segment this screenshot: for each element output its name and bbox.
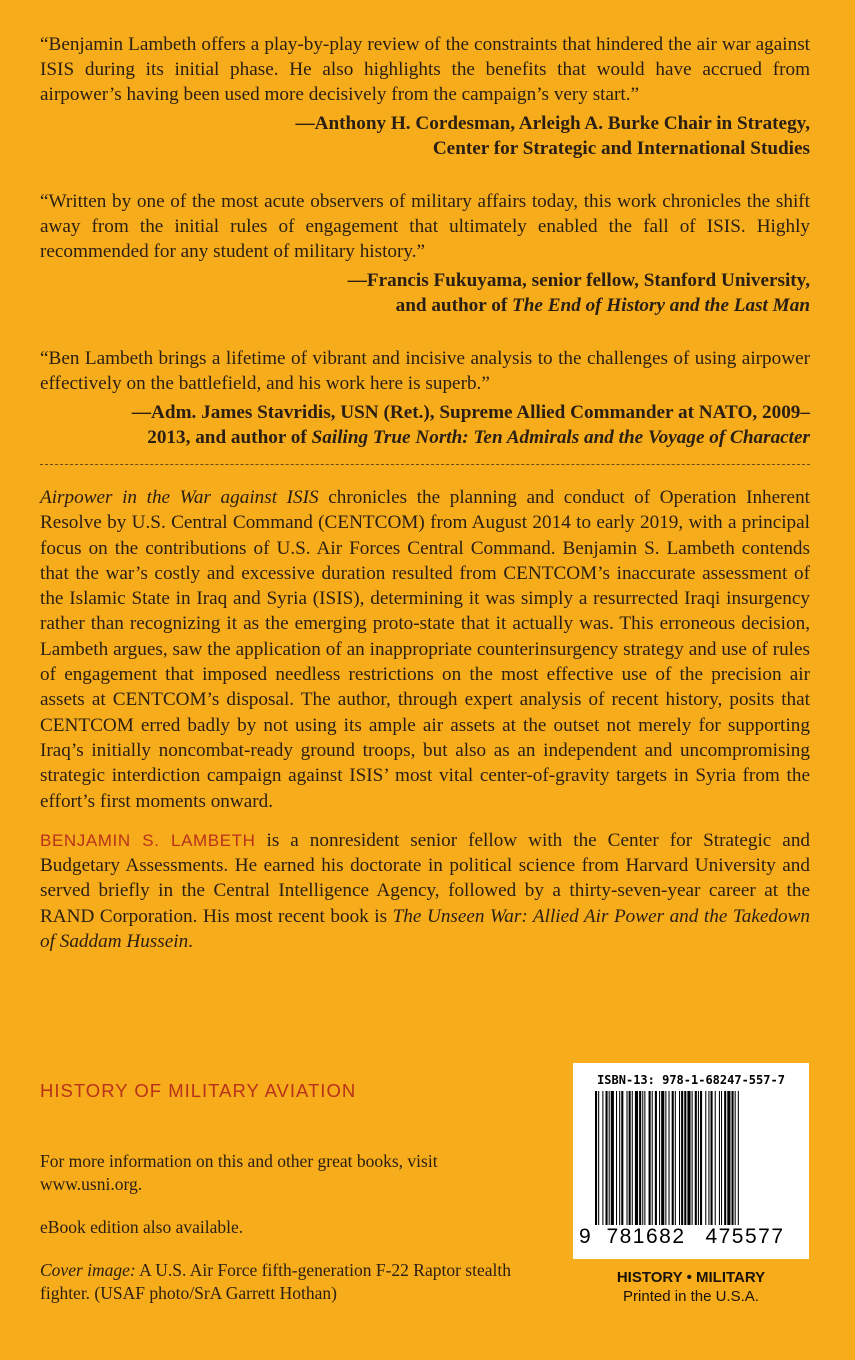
- author-bio: [40, 828, 810, 954]
- blurb-text: “Ben Lambeth brings a lifetime of vibrant and incisive analysis to the challenges of using airpower effectively on the battlefield, and his work here is superb.”: [40, 348, 810, 394]
- attribution-line: [40, 293, 810, 318]
- blurb-cordesman: [40, 32, 810, 161]
- subjects-label: HISTORY • MILITARY: [616, 1269, 766, 1286]
- book-description: [40, 485, 810, 814]
- blurb-attribution: [40, 268, 810, 318]
- cover-label: Cover image:: [40, 1260, 136, 1280]
- author-name: BENJAMIN S. LAMBETH: [40, 830, 256, 850]
- attribution-line: —Francis Fukuyama, senior fellow, Stanford University,: [347, 270, 810, 291]
- blurb-text: “Benjamin Lambeth offers a play-by-play review of the constraints that hindered the air war against ISIS during its initial phase. He also highlights the benefits that would have accrued from airpower’s having been used more decisively from the campaign’s very start.”: [40, 34, 810, 105]
- printed-label: Printed in the U.S.A.: [623, 1288, 759, 1305]
- bio-body: is a nonresident senior fellow with the Center for Strategic and Budgetary Assessments. He earned his doctorate in political science from Harvard University and served briefly in the Central Intelligence Agency, followed by a thirty-seven-year career at the RAND Corporation. His most recent book is: [40, 829, 811, 927]
- dashed-divider: [40, 464, 810, 465]
- footer-subjects: [573, 1268, 809, 1306]
- description-body: chronicles the planning and conduct of Operation Inherent Resolve by U.S. Central Command (CENTCOM) from August 2014 to early 2019, with a principal focus on the contributions of U.S. Air Forces Central Command. Benjamin S. Lambeth contends that the war’s costly and excessive duration resulted from CENTCOM’s inaccurate assessment of the Islamic State in Iraq and Syria (ISIS), determining it was simply a resurrected Iraqi insurgency rather than recognizing it as the emerging proto-state that it actually was. This erroneous decision, Lambeth argues, saw the application of an inappropriate counterinsurgency strategy and use of rules of engagement that imposed needless restrictions on the most effective use of the precision air assets at CENTCOM’s disposal. The author, through expert analysis of recent history, posits that CENTCOM erred badly by not using its ample air assets at the outset not merely for supporting Iraq’s initially noncombat-ready ground troops, but also as an independent and uncompromising strategic interdiction campaign against ISIS’ most vital center-of-gravity targets in Syria from the effort’s first moments onward.: [40, 487, 810, 812]
- blurb-fukuyama: [40, 189, 810, 318]
- category-label: HISTORY OF MILITARY AVIATION: [40, 1080, 357, 1101]
- isbn-text: ISBN-13: 978-1-68247-557-7: [597, 1073, 785, 1087]
- publisher-info: [40, 1150, 540, 1305]
- cover-credit: [40, 1259, 540, 1305]
- attribution-prefix: 2013, and author of: [147, 427, 312, 448]
- more-info-text: For more information on this and other great books, visit www.usni.org.: [40, 1151, 438, 1194]
- blurb-attribution: [40, 111, 810, 161]
- attribution-book-title: Sailing True North: Ten Admirals and the Voyage of Character: [311, 427, 810, 448]
- barcode-digits-right: 475577: [705, 1225, 785, 1248]
- attribution-line: [40, 425, 810, 450]
- bio-book-title: The Unseen War: Allied Air Power and the Takedown of Saddam Hussein: [40, 905, 810, 953]
- back-cover-content: [40, 32, 810, 954]
- cover-text: A U.S. Air Force fifth-generation F-22 Raptor stealth fighter. (USAF photo/SrA Garrett Hothan): [40, 1260, 511, 1303]
- attribution-book-title: The End of History and the Last Man: [512, 295, 810, 316]
- barcode-box: [573, 1063, 809, 1259]
- barcode-digits-left: 781682: [606, 1225, 686, 1248]
- attribution-line: —Adm. James Stavridis, USN (Ret.), Supreme Allied Commander at NATO, 2009–: [131, 402, 810, 423]
- blurb-text: “Written by one of the most acute observers of military affairs today, this work chronicles the shift away from the initial rules of engagement that ultimately enabled the fall of ISIS. Highly recommended for any student of military history.”: [40, 191, 810, 262]
- attribution-line: Center for Strategic and International Studies: [432, 138, 810, 159]
- blurb-attribution: [40, 400, 810, 450]
- bio-end: .: [188, 931, 193, 953]
- attribution-prefix: and author of: [395, 295, 513, 316]
- barcode-icon: [595, 1091, 789, 1225]
- ebook-note: eBook edition also available.: [40, 1217, 244, 1237]
- blurb-stavridis: [40, 346, 810, 450]
- barcode-digits: [579, 1225, 803, 1249]
- attribution-line: —Anthony H. Cordesman, Arleigh A. Burke Chair in Strategy,: [295, 113, 810, 134]
- book-title: Airpower in the War against ISIS: [40, 487, 319, 508]
- barcode-digit-first: 9: [579, 1225, 593, 1248]
